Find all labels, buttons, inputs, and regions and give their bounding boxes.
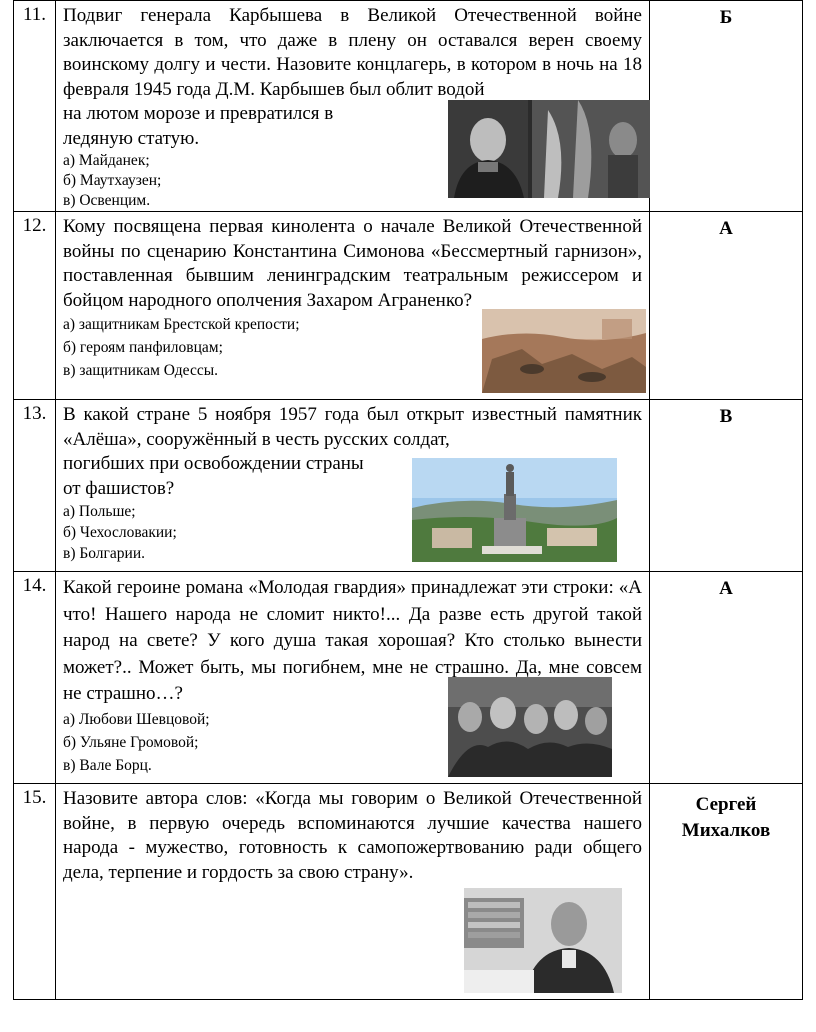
question-cell bbox=[56, 784, 650, 1000]
table-row bbox=[14, 212, 803, 400]
question-number: 12. bbox=[14, 212, 56, 400]
young-guard-photo bbox=[448, 677, 612, 777]
answer-option: а) Майданек; bbox=[63, 152, 150, 169]
answer-option: в) защитникам Одессы. bbox=[63, 362, 218, 379]
answer-cell: А bbox=[650, 572, 803, 784]
answer-option: б) Маутхаузен; bbox=[63, 172, 162, 189]
answer-cell: А bbox=[650, 212, 803, 400]
mikhalkov-photo bbox=[464, 888, 622, 993]
table-row bbox=[14, 784, 803, 1000]
question-text: Кому посвящена первая кинолента о начале Великой Отечественной войны по сценарию Константина Симонова «Бессмертный гарнизон», поставленная бывшим ленинградским театральным режиссером и бойцом народного ополчения Захаром Аграненко? bbox=[63, 216, 642, 311]
question-number: 11. bbox=[14, 1, 56, 212]
answer-option: в) Болгарии. bbox=[63, 545, 145, 562]
question-number: 13. bbox=[14, 400, 56, 572]
answer-option: а) защитникам Брестской крепости; bbox=[63, 316, 300, 333]
answer-cell: В bbox=[650, 400, 803, 572]
question-text: Какой героине романа «Молодая гвардия» принадлежат эти строки: «А что! Нашего народа не сломит никто!... Да разве есть другой такой народ на свете? У кого душа такая хорошая? Кто столько вынести может?.. Может быть, мы погибнем, мне не страшно. Да, мне совсем не страшно…? bbox=[63, 577, 642, 704]
table-row bbox=[14, 572, 803, 784]
karbyshev-photo bbox=[448, 100, 650, 198]
question-text: на лютом морозе и превратился в bbox=[63, 103, 334, 124]
answer-cell: Б bbox=[650, 1, 803, 212]
answer-option: б) Чехословакии; bbox=[63, 524, 177, 541]
question-number: 15. bbox=[14, 784, 56, 1000]
alyosha-monument-photo bbox=[412, 458, 617, 562]
question-text: В какой стране 5 ноября 1957 года был открыт известный памятник «Алёша», сооружённый в честь русских солдат, bbox=[63, 404, 642, 450]
question-cell bbox=[56, 212, 650, 400]
question-number: 14. bbox=[14, 572, 56, 784]
question-text: Назовите автора слов: «Когда мы говорим о Великой Отечественной войне, в первую очередь вспоминаются лучшие качества нашего народа - мужество, готовность к самопожертвованию ради общего дела, терпение и гордость за свою страну». bbox=[63, 788, 642, 883]
table-row bbox=[14, 1, 803, 212]
question-cell bbox=[56, 1, 650, 212]
answer-option: а) Польше; bbox=[63, 503, 136, 520]
answer-option: б) Ульяне Громовой; bbox=[63, 733, 199, 751]
answer-text: Сергей bbox=[695, 794, 757, 815]
question-text: Подвиг генерала Карбышева в Великой Отечественной войне заключается в том, что даже в плену он оставался верен своему воинскому долгу и чести. Назовите концлагерь, в котором в ночь на 18 февраля 1945 года Д.М. Карбышев был облит водой bbox=[63, 5, 642, 100]
answer-option: а) Любови Шевцовой; bbox=[63, 710, 210, 728]
answer-cell bbox=[650, 784, 803, 1000]
question-cell bbox=[56, 572, 650, 784]
answer-text: Михалков bbox=[681, 820, 771, 841]
question-text: от фашистов? bbox=[63, 477, 175, 499]
question-cell bbox=[56, 400, 650, 572]
answer-option: б) героям панфиловцам; bbox=[63, 339, 223, 356]
answer-option: в) Освенцим. bbox=[63, 192, 151, 209]
brest-fortress-painting bbox=[482, 309, 646, 393]
question-text: погибших при освобождении страны bbox=[63, 453, 364, 474]
quiz-table bbox=[13, 0, 803, 1000]
question-text: ледяную статую. bbox=[63, 127, 200, 149]
table-row bbox=[14, 400, 803, 572]
answer-option: в) Вале Борц. bbox=[63, 756, 152, 774]
